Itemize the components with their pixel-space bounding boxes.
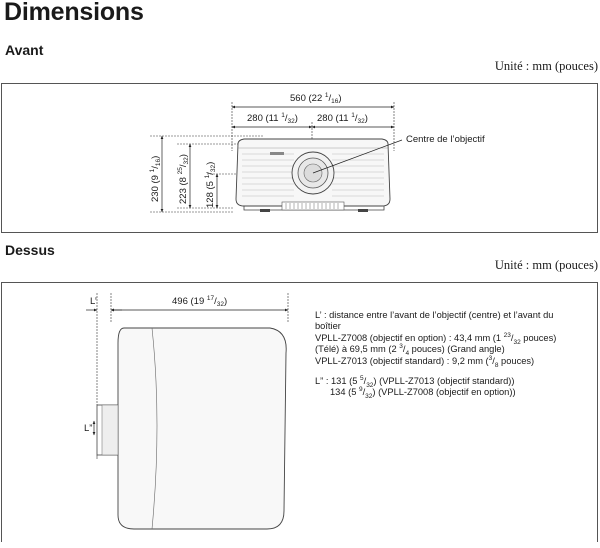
section-heading-dessus: Dessus — [5, 242, 55, 258]
legend-l1-intro: L’ : distance entre l’avant de l’objectif (centre) et l’avant du boîtier — [315, 310, 554, 332]
page-title: Dimensions — [4, 0, 144, 26]
dim-total-width: 560 (22 $^1/_{16}$) — [290, 92, 342, 105]
dim-height-128: 128 (5 $^1/_{32}$) — [204, 161, 217, 208]
dim-height-223: 223 (8 $^{25}/_{32}$) — [177, 154, 190, 204]
projector-front-view — [236, 139, 390, 212]
dim-depth: 496 (19 $^{17}/_{32}$) — [172, 295, 228, 308]
lens-center-label: Centre de l’objectif — [406, 134, 485, 145]
front-view-drawing — [2, 84, 599, 234]
legend-l2-line1: L” : 131 (5 $^5/_{32}$) (VPLL-Z7013 (objectif standard)) — [315, 374, 515, 389]
dimension-legend — [315, 310, 560, 399]
legend-l2-line2: 134 (5 $^9/_{32}$) (VPLL-Z7008 (objectif en option)) — [330, 386, 516, 401]
top-view-panel — [1, 282, 598, 542]
top-view-drawing — [2, 283, 302, 543]
unit-label-dessus: Unité : mm (pouces) — [494, 258, 598, 272]
dim-height-230: 230 (9 $^1/_{16}$) — [149, 155, 162, 202]
legend-z7013-line: VPLL-Z7013 (objectif standard) : 9,2 mm ($^3/_8$ pouces) — [315, 354, 535, 369]
legend-z7008-line2: (Télé) à 69,5 mm (2 $^3/_4$ pouces) (Grand angle) — [315, 343, 505, 358]
label-L-double-prime: L” — [84, 423, 93, 434]
label-L-prime: L’ — [90, 296, 97, 307]
legend-z7008-line1: VPLL-Z7008 (objectif en option) : 43,4 mm (1 $^{23}/_{32}$ pouces) — [315, 331, 557, 346]
front-view-panel — [1, 83, 598, 233]
section-heading-avant: Avant — [5, 42, 44, 58]
unit-label-avant: Unité : mm (pouces) — [494, 59, 598, 73]
dim-half-left: 280 (11 $^1/_{32}$) — [247, 112, 298, 125]
dim-half-right: 280 (11 $^1/_{32}$) — [317, 112, 368, 125]
projector-top-view — [97, 328, 286, 529]
